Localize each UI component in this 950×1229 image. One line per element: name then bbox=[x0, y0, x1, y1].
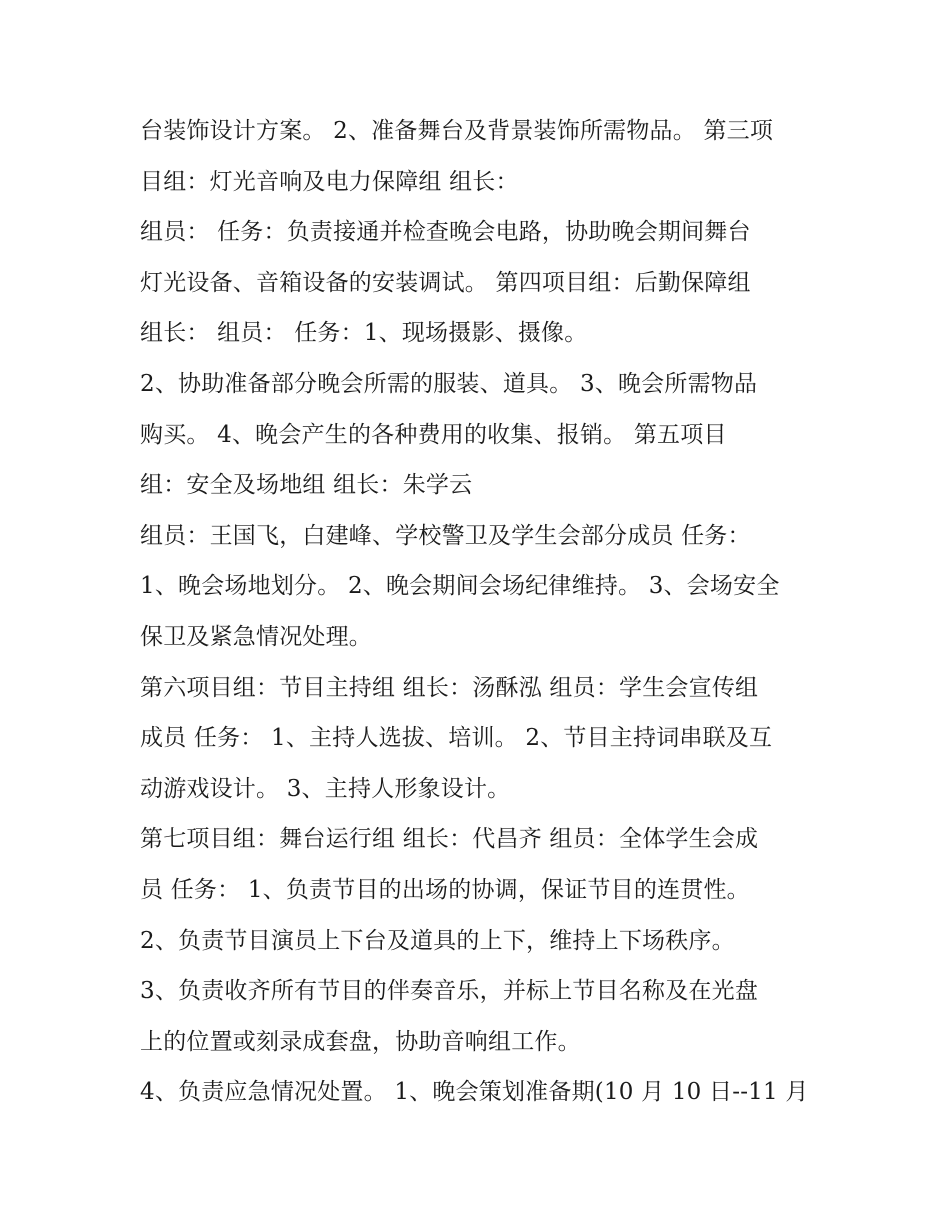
text-line: 动游戏设计。 3、主持人形象设计。 bbox=[140, 775, 511, 802]
text-line: 第七项目组：舞台运行组 组长：代昌齐 组员：全体学生会成 bbox=[140, 826, 759, 853]
text-line: 灯光设备、音箱设备的安装调试。 第四项目组：后勤保障组 bbox=[140, 269, 751, 296]
text-line: 上的位置或刻录成套盘，协助音响组工作。 bbox=[140, 1028, 581, 1055]
text-line: 保卫及紧急情况处理。 bbox=[140, 623, 372, 650]
text-line: 成员 任务： 1、主持人选拔、培训。 2、节目主持词串联及互 bbox=[140, 725, 773, 752]
text-line: 第六项目组：节目主持组 组长：汤酥泓 组员：学生会宣传组 bbox=[140, 674, 759, 701]
text-line: 组长： 组员： 任务：1、现场摄影、摄像。 bbox=[140, 320, 588, 347]
text-line: 台装饰设计方案。 2、准备舞台及背景装饰所需物品。 第三项 bbox=[140, 118, 774, 144]
text-line: 3、负责收齐所有节目的伴奏音乐，并标上节目名称及在光盘 bbox=[140, 978, 759, 1005]
text-line: 组员： 任务：负责接通并检查晚会电路，协助晚会期间舞台 bbox=[140, 219, 751, 246]
document-body bbox=[140, 106, 820, 1118]
text-line: 2、负责节目演员上下台及道具的上下，维持上下场秩序。 bbox=[140, 927, 735, 954]
text-line: 4、负责应急情况处置。 1、晚会策划准备期(10 月 10 日--11 月 bbox=[140, 1079, 809, 1106]
text-line: 员 任务： 1、负责节目的出场的协调，保证节目的连贯性。 bbox=[140, 876, 750, 903]
text-line: 组员：王国飞，白建峰、学校警卫及学生会部分成员 任务： bbox=[140, 522, 751, 549]
text-line: 组：安全及场地组 组长：朱学云 bbox=[140, 472, 473, 499]
text-line: 目组：灯光音响及电力保障组 组长： bbox=[140, 168, 519, 195]
text-line: 1、晚会场地划分。 2、晚会期间会场纪律维持。 3、会场安全 bbox=[140, 573, 780, 600]
text-line: 购买。 4、晚会产生的各种费用的收集、报销。 第五项目 bbox=[140, 421, 727, 448]
text-line: 2、协助准备部分晚会所需的服装、道具。 3、晚会所需物品 bbox=[140, 370, 758, 397]
